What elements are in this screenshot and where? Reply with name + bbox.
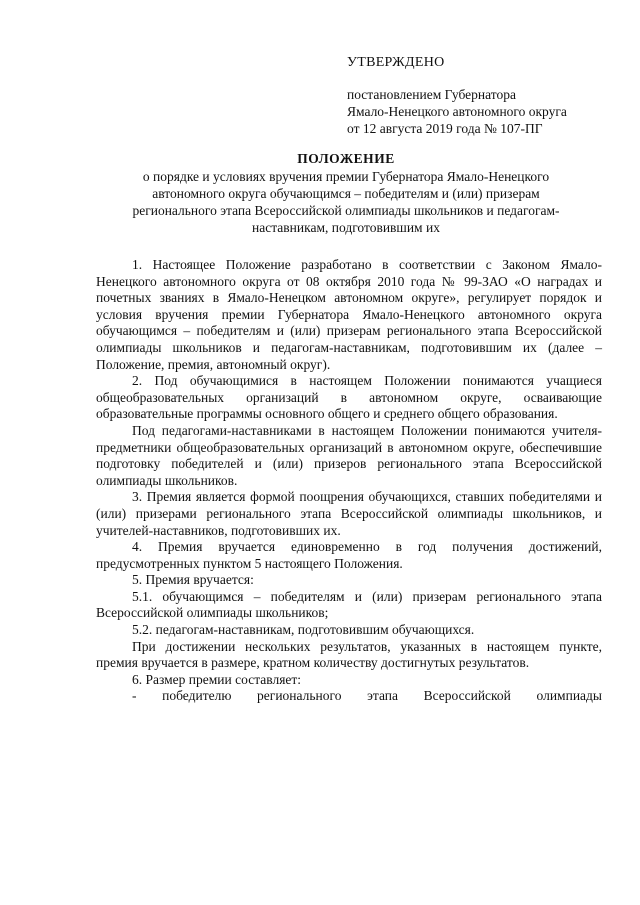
approval-line: постановлением Губернатора [347, 87, 516, 102]
approval-stamp: УТВЕРЖДЕНО [347, 55, 445, 70]
paragraph-5-2: 5.2. педагогам-наставникам, подготовившим обучающихся. [132, 622, 475, 638]
document-heading: ПОЛОЖЕНИЕ [297, 151, 395, 166]
document-body [96, 257, 602, 705]
paragraph-6-item: - победителю регионального этапа Всероссийской олимпиады [132, 688, 602, 704]
paragraph-2: 2. Под обучающимися в настоящем Положении понимаются учащиеся общеобразовательных организаций в автономном округе, осваивающие образовательные программы основного общего и среднего общего образования. [96, 373, 602, 422]
document-subtitle-line: регионального этапа Всероссийской олимпиады школьников и педагогам- [132, 203, 560, 218]
document-subtitle-line: о порядке и условиях вручения премии Губернатора Ямало-Ненецкого [142, 169, 550, 184]
paragraph-5-note: При достижении нескольких результатов, указанных в настоящем пункте, премия вручается в размере, кратном количеству достигнутых результатов. [96, 638, 602, 671]
paragraph-1: 1. Настоящее Положение разработано в соответствии с Законом Ямало-Ненецкого автономного округа от 08 октября 2010 года № 99-ЗАО «О наградах и почетных званиях в Ямало-Ненецком автономном округе», регулирует порядок и условия вручения премии Губернатора Ямало-Ненецкого автономного округа обучающимся – победителям и (или) призерам регионального этапа Всероссийской олимпиады школьников и педагогам-наставникам, подготовившим их (далее – Положение, премия, автономный округ). [96, 257, 602, 372]
document-subtitle-line: наставникам, подготовившим их [252, 220, 440, 235]
document-title-block [96, 150, 596, 236]
paragraph-3: 3. Премия является формой поощрения обучающихся, ставших победителями и (или) призерами регионального этапа Всероссийской олимпиады школьников, и учителей-наставников, подготовивших их. [96, 489, 602, 538]
document-subtitle-line: автономного округа обучающимся – победителям и (или) призерам [152, 186, 540, 201]
approval-line: от 12 августа 2019 года № 107-ПГ [347, 121, 543, 136]
approval-stamp-block [347, 54, 617, 137]
paragraph-2-teachers: Под педагогами-наставниками в настоящем Положении понимаются учителя-предметники общеобразовательных организаций в автономном округе, обеспечившие подготовку победителей и (или) призеров регионального этапа Всероссийской олимпиады школьников. [96, 422, 602, 488]
paragraph-5: 5. Премия вручается: [132, 572, 254, 588]
paragraph-6: 6. Размер премии составляет: [132, 671, 302, 687]
approval-line: Ямало-Ненецкого автономного округа [347, 104, 567, 119]
paragraph-5-1: 5.1. обучающимся – победителям и (или) призерам регионального этапа Всероссийской олимпиады школьников; [96, 588, 602, 621]
paragraph-4: 4. Премия вручается единовременно в год получения достижений, предусмотренных пунктом 5 настоящего Положения. [96, 539, 602, 571]
